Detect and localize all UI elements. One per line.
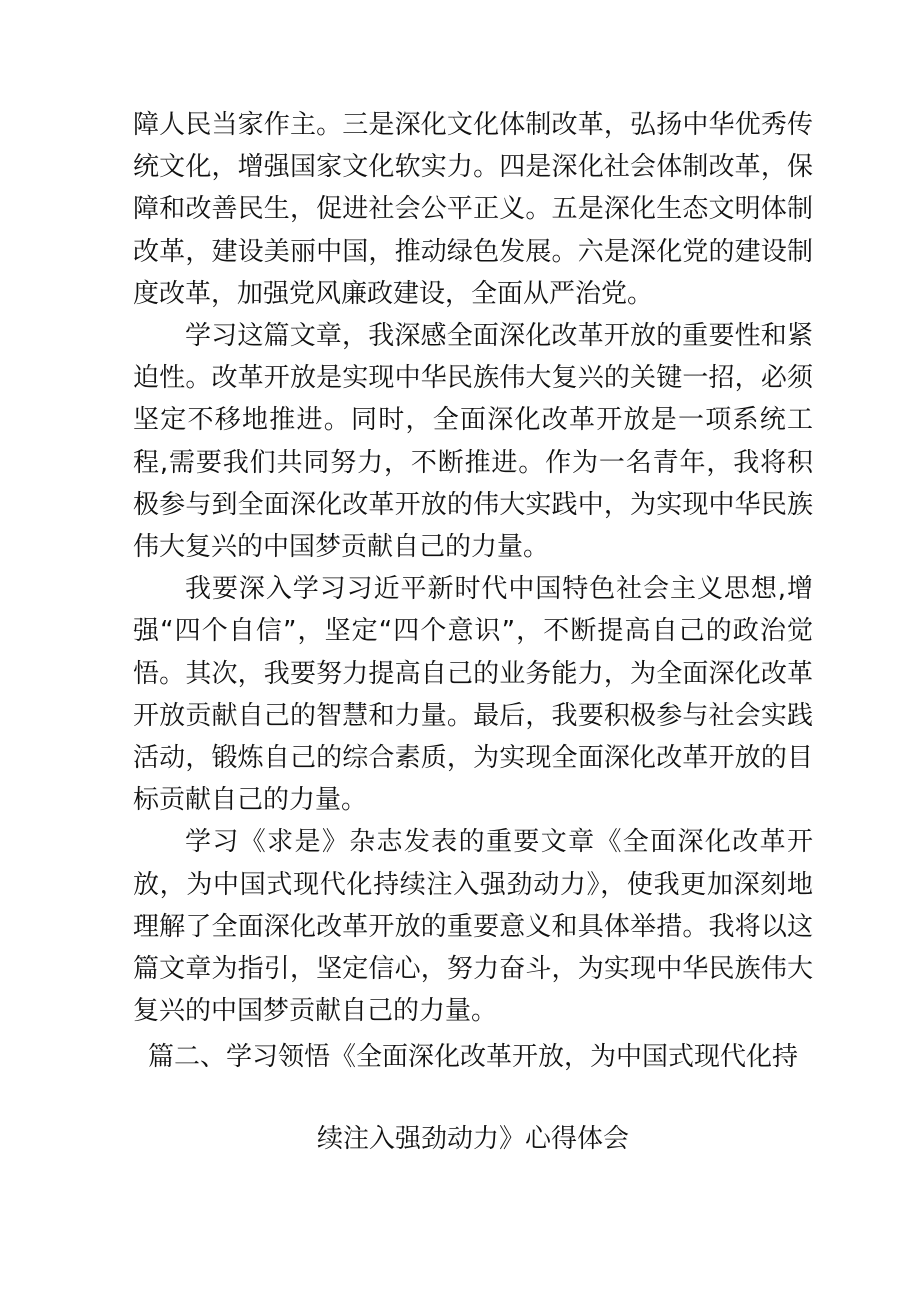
paragraph-2: 学习这篇文章，我深感全面深化改革开放的重要性和紧迫性。改革开放是实现中华民族伟大复兴的关键一招，必须坚定不移地推进。同时，全面深化改革开放是一项系统工程,需要我们共同努力，不断推进。作为一名青年，我将积极参与到全面深化改革开放的伟大实践中，为实现中华民族伟大复兴的中国梦贡献自己的力量。 [133, 321, 813, 563]
document-body [133, 104, 813, 1032]
section-heading-line-2: 续注入强劲动力》心得体会 [316, 1124, 629, 1154]
paragraph-3: 我要深入学习习近平新时代中国特色社会主义思想,增强“四个自信”，坚定“四个意识”，不断提高自己的政治觉悟。其次，我要努力提高自己的业务能力，为全面深化改革开放贡献自己的智慧和力量。最后，我要积极参与社会实践活动，锻炼自己的综合素质，为实现全面深化改革开放的目标贡献自己的力量。 [133, 574, 813, 816]
section-heading-line-1: 篇二、学习领悟《全面深化改革开放，为中国式现代化持 [147, 1042, 798, 1072]
paragraph-4: 学习《求是》杂志发表的重要文章《全面深化改革开放，为中国式现代化持续注入强劲动力》，使我更加深刻地理解了全面深化改革开放的重要意义和具体举措。我将以这篇文章为指引，坚定信心，努力奋斗，为实现中华民族伟大复兴的中国梦贡献自己的力量。 [133, 827, 813, 1027]
paragraph-1: 障人民当家作主。三是深化文化体制改革，弘扬中华优秀传统文化，增强国家文化软实力。四是深化社会体制改革，保障和改善民生，促进社会公平正义。五是深化生态文明体制改革，建设美丽中国，推动绿色发展。六是深化党的建设制度改革，加强党风廉政建设，全面从严治党。 [133, 110, 813, 309]
section-heading [133, 1016, 813, 1180]
